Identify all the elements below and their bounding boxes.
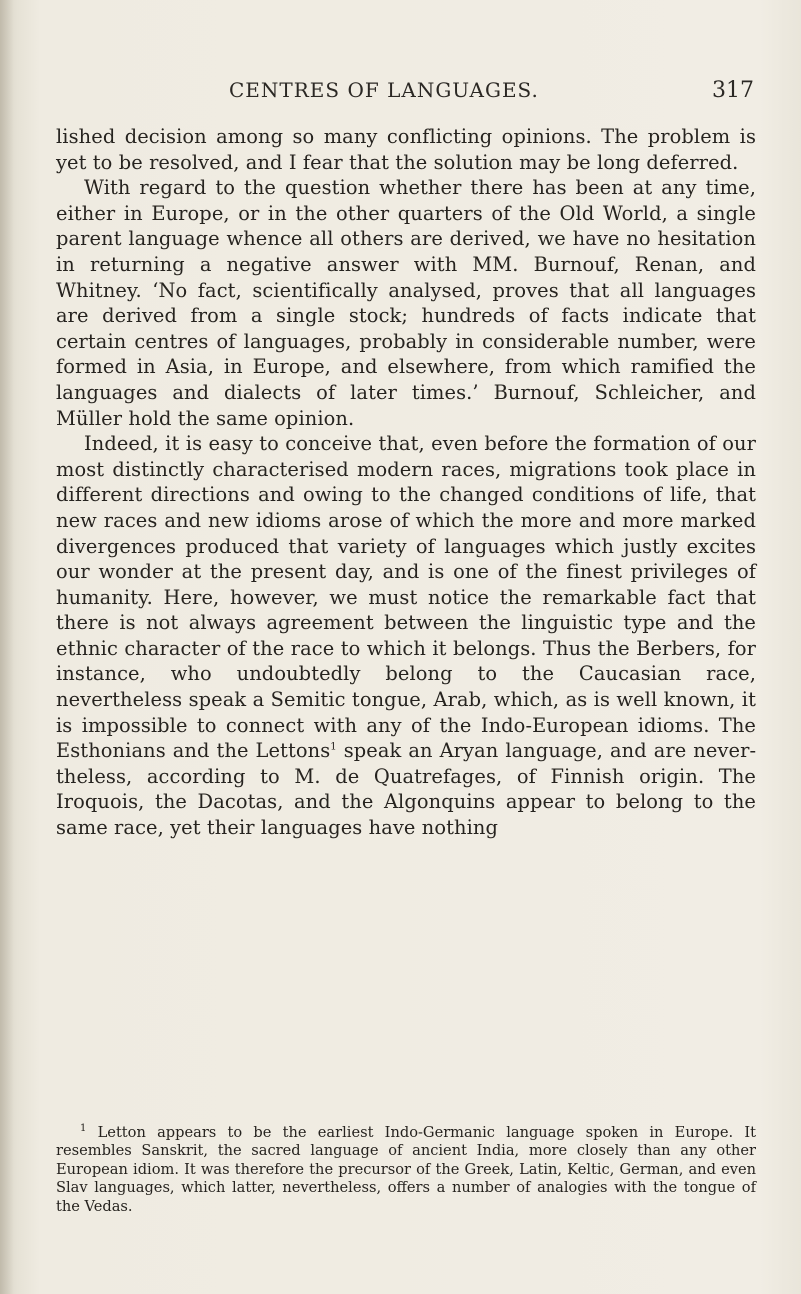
footnote (56, 1124, 756, 1216)
paragraph-3-text-b: speak an Aryan language, and are nevertheless, according to M. de Quatrefages, of Finnish origin. The Iroquois, the Dacotas, and the Algonquins appear to belong to the same race, yet their languages have nothing (56, 739, 757, 840)
paragraph-3-text-a: Indeed, it is easy to conceive that, even before the formation of our most distinctly characterised modern races, migrations took place in different directions and owing to the changed conditions of life, that new races and new idioms arose of which the more and more marked divergences produced that variety of languages which justly excites our wonder at the present day, and is one of the finest privileges of humanity. Here, however, we must notice the remarkable fact that there is not always agreement between the linguistic type and the ethnic character of the race to which it belongs. Thus the Berbers, for instance, who undoubtedly belong to the Caucasian race, nevertheless speak a Semitic tongue, Arab, which, as is well known, it is impossible to connect with any of the Indo-European idioms. The Esthonians and the Lettons (56, 432, 756, 763)
spine-shadow (0, 0, 14, 1294)
footnote-mark: 1 (80, 1123, 87, 1135)
page-number: 317 (712, 78, 754, 103)
running-title: CENTRES OF LANGUAGES. (229, 78, 539, 102)
page-header (64, 78, 754, 108)
body-text (56, 124, 756, 841)
footnote-reference: 1 (330, 741, 337, 753)
paragraph-2: With regard to the question whether there has been at any time, either in Europe, or in the other quarters of the Old World, a single parent language whence all others are derived, we have no hesitation in returning a negative answer with MM. Burnouf, Renan, and Whitney. ‘No fact, scientifically analysed, proves that all languages are derived from a single stock; hundreds of facts indicate that certain centres of languages, probably in considerable number, were formed in Asia, in Europe, and elsewhere, from which ramified the languages and dialects of later times.’ Burnouf, Schleicher, and Müller hold the same opinion. (56, 176, 756, 430)
footnote-text: Letton appears to be the earliest Indo-Germanic language spoken in Europe. It resembles Sanskrit, the sacred language of ancient India, more closely than any other European idiom. It was therefore the precursor of the Greek, Latin, Keltic, German, and even Slav languages, which latter, nevertheless, offers a number of analogies with the tongue of the Vedas. (56, 1124, 756, 1215)
paragraph-3 (56, 431, 756, 841)
footnote-paragraph (56, 1124, 756, 1216)
paragraph-1: lished decision among so many conflicting opinions. The problem is yet to be resolved, and I fear that the solution may be long deferred. (56, 125, 756, 174)
